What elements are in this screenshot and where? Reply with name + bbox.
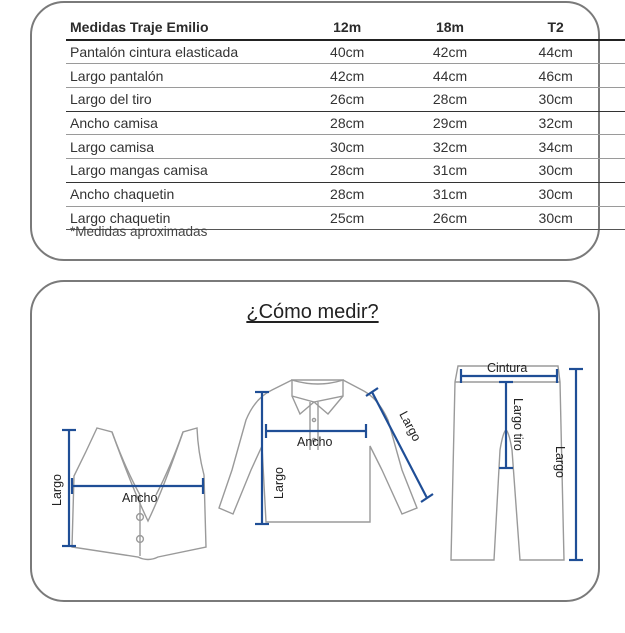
- cell-value: 30cm: [486, 182, 625, 206]
- cell-value: 30cm: [486, 88, 625, 112]
- row-label: Largo chaquetin: [66, 206, 281, 230]
- row-label: Ancho chaquetin: [66, 182, 281, 206]
- shirt-length-label: Largo: [272, 467, 286, 499]
- cell-value: 28cm: [281, 182, 414, 206]
- cell-value: 28cm: [281, 159, 414, 183]
- cell-value: 29cm: [414, 111, 487, 135]
- header-size-18m: 18m: [414, 16, 487, 40]
- vest-length-label: Largo: [50, 474, 64, 506]
- pants-outline: [451, 366, 564, 560]
- cell-value: 32cm: [414, 135, 487, 159]
- cell-value: 25cm: [281, 206, 414, 230]
- cell-value: 28cm: [281, 111, 414, 135]
- header-size-t2: T2: [486, 16, 625, 40]
- cell-value: 26cm: [414, 206, 487, 230]
- row-label: Ancho camisa: [66, 111, 281, 135]
- row-label: Largo del tiro: [66, 88, 281, 112]
- cell-value: 32cm: [486, 111, 625, 135]
- cell-value: 42cm: [414, 40, 487, 64]
- row-label: Largo mangas camisa: [66, 159, 281, 183]
- row-label: Largo camisa: [66, 135, 281, 159]
- approximate-note: *Medidas aproximadas: [70, 224, 208, 239]
- header-garment: Medidas Traje Emilio: [66, 16, 281, 40]
- cell-value: 44cm: [486, 40, 625, 64]
- cell-value: 30cm: [486, 206, 625, 230]
- pants-rise-label: Largo tiro: [511, 398, 525, 451]
- pants-length-label: Largo: [553, 446, 567, 478]
- cell-value: 40cm: [281, 40, 414, 64]
- vest-measures: [62, 430, 203, 546]
- cell-value: 31cm: [414, 182, 487, 206]
- header-size-12m: 12m: [281, 16, 414, 40]
- shirt-measures: [255, 388, 433, 524]
- row-label: Pantalón cintura elasticada: [66, 40, 281, 64]
- shirt-sleeve-label: Largo: [396, 408, 424, 444]
- cell-value: 46cm: [486, 64, 625, 88]
- pants-drawing: [451, 366, 564, 560]
- cell-value: 30cm: [486, 159, 625, 183]
- shirt-drawing: [219, 380, 417, 522]
- shirt-sleeve-line: [372, 392, 427, 498]
- cell-value: 42cm: [281, 64, 414, 88]
- how-to-measure-title: ¿Cómo medir?: [246, 301, 379, 323]
- cell-value: 34cm: [486, 135, 625, 159]
- row-label: Largo pantalón: [66, 64, 281, 88]
- cell-value: 30cm: [281, 135, 414, 159]
- pants-waist-label: Cintura: [487, 361, 528, 375]
- vest-width-label: Ancho: [122, 491, 158, 505]
- cell-value: 26cm: [281, 88, 414, 112]
- shirt-width-label: Ancho: [297, 435, 333, 449]
- cell-value: 44cm: [414, 64, 487, 88]
- cell-value: 31cm: [414, 159, 487, 183]
- cell-value: 28cm: [414, 88, 487, 112]
